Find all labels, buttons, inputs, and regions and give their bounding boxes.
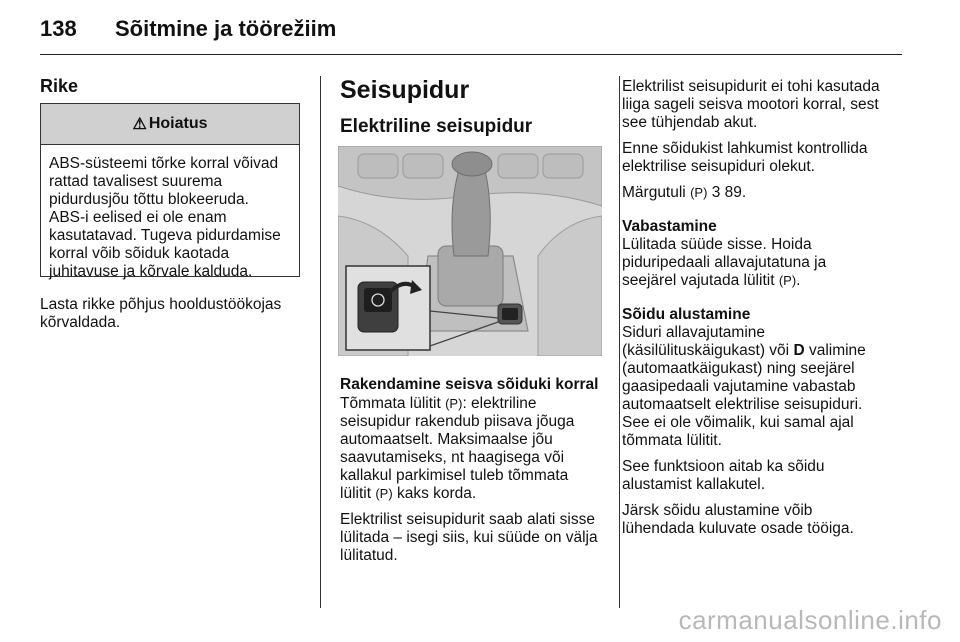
text-line: lülitada – isegi siis, kui süüde on välja bbox=[340, 529, 598, 546]
text-fragment: lülitit bbox=[340, 485, 376, 502]
page-number: 138 bbox=[40, 16, 77, 41]
text-line: gaasipedaali vajutamine vabastab bbox=[622, 378, 856, 395]
page-heading: Sõitmine ja töörežiim bbox=[115, 16, 337, 41]
warning-header bbox=[41, 104, 299, 145]
text-line: Enne sõidukist lahkumist kontrollida bbox=[622, 140, 868, 157]
text-fragment: valimine bbox=[804, 342, 866, 359]
text-line: See funktsioon aitab ka sõidu bbox=[622, 458, 825, 475]
parking-brake-symbol: (P) bbox=[375, 486, 393, 501]
start-heading: Sõidu alustamine bbox=[622, 306, 751, 323]
text-line: piduripedaali allavajutatuna ja bbox=[622, 254, 827, 271]
apply-paragraph bbox=[340, 395, 602, 503]
section-title-seisupidur: Seisupidur bbox=[340, 76, 470, 104]
text-line: Järsk sõidu alustamine võib bbox=[622, 502, 813, 519]
parking-brake-figure bbox=[338, 146, 602, 356]
warning-box bbox=[40, 103, 300, 280]
text-line: Elektrilist seisupidurit saab alati sisse bbox=[340, 511, 595, 528]
indicator-reference bbox=[622, 184, 907, 202]
hill-start-paragraph bbox=[622, 458, 907, 494]
start-paragraph bbox=[622, 324, 907, 450]
text-fragment: seejärel vajutada lülitit bbox=[622, 272, 779, 289]
text-line: kallakul parkimisel tuleb tõmmata bbox=[340, 467, 569, 484]
header-rule bbox=[40, 54, 902, 55]
parking-brake-switch-illustration bbox=[338, 146, 602, 356]
text-line: (automaatkäigukast) ning seejärel bbox=[622, 360, 855, 377]
apply-section bbox=[340, 376, 602, 573]
parking-brake-symbol: (P) bbox=[778, 273, 797, 288]
text-line: seisupidur rakendub piisava jõuga bbox=[340, 413, 575, 430]
warning-line: korral võib sõiduk kaotada bbox=[49, 245, 230, 262]
text-line: kõrvaldada. bbox=[40, 314, 121, 331]
column-divider-1 bbox=[320, 76, 321, 608]
text-line: lühendada kuluvate osade tööiga. bbox=[622, 520, 854, 537]
wear-paragraph bbox=[622, 502, 907, 538]
text-fragment: (käsilülituskäigukast) või bbox=[622, 342, 794, 359]
release-paragraph bbox=[622, 236, 907, 290]
release-heading: Vabastamine bbox=[622, 218, 717, 235]
warning-line: ABS-süsteemi tõrke korral võivad bbox=[49, 155, 279, 172]
text-line: see tühjendab akut. bbox=[622, 114, 758, 131]
rike-paragraph bbox=[40, 296, 302, 332]
page-reference: 89. bbox=[720, 184, 747, 201]
text-line: automaatselt. Maksimaalse jõu bbox=[340, 431, 553, 448]
parking-brake-symbol: (P) bbox=[445, 396, 463, 411]
text-line: lülitatud. bbox=[340, 547, 398, 564]
warning-title: Hoiatus bbox=[148, 115, 208, 132]
text-fragment: kaks korda. bbox=[392, 485, 477, 502]
text-line: elektrilise seisupiduri olekut. bbox=[622, 158, 815, 175]
warning-line: ABS-i eelised ei ole enam bbox=[49, 209, 227, 226]
warning-body bbox=[41, 145, 299, 281]
subsection-title: Elektriline seisupidur bbox=[340, 116, 533, 137]
watermark: carmanualsonline.info bbox=[678, 605, 942, 635]
text-line: Lülitada süüde sisse. Hoida bbox=[622, 236, 812, 253]
text-line: Lasta rikke põhjus hooldustöökojas bbox=[40, 296, 282, 313]
apply-heading: Rakendamine seisva sõiduki korral bbox=[340, 376, 599, 393]
warning-triangle-icon: ⚠ bbox=[132, 116, 147, 133]
text-line: automaatselt elektrilise seisupiduri. bbox=[622, 396, 863, 413]
text-fragment: : elektriline bbox=[462, 395, 537, 412]
page-reference-arrow-icon: 3 bbox=[711, 184, 721, 201]
text-fragment: Märgutuli bbox=[622, 184, 691, 201]
text-line: liiga sageli seisva mootori korral, sest bbox=[622, 96, 879, 113]
check-paragraph bbox=[622, 140, 907, 176]
warning-line: kasutatavad. Tugeva pidurdamise bbox=[49, 227, 281, 244]
parking-brake-symbol: (P) bbox=[690, 185, 708, 200]
text-line: saavutamiseks, nt haagisega või bbox=[340, 449, 565, 466]
warning-line: juhitavuse ja kõrvale kalduda. bbox=[49, 263, 253, 280]
battery-paragraph bbox=[622, 78, 907, 132]
column-3 bbox=[622, 78, 907, 546]
text-fragment: Tõmmata lülitit bbox=[340, 395, 446, 412]
text-line: See ei ole võimalik, kui samal ajal bbox=[622, 414, 854, 431]
text-line: tõmmata lülitit. bbox=[622, 432, 722, 449]
warning-line: rattad tavalisest suurema bbox=[49, 173, 223, 190]
text-line: Elektrilist seisupidurit ei tohi kasutada bbox=[622, 78, 880, 95]
section-heading-rike: Rike bbox=[40, 76, 79, 96]
text-line: Siduri allavajutamine bbox=[622, 324, 766, 341]
text-line: alustamist kallakutel. bbox=[622, 476, 766, 493]
warning-line: pidurdusjõu tõttu blokeeruda. bbox=[49, 191, 249, 208]
always-on-paragraph bbox=[340, 511, 602, 565]
gear-d-label: D bbox=[793, 342, 805, 359]
column-divider-2 bbox=[619, 76, 620, 608]
text-fragment: . bbox=[796, 272, 801, 289]
